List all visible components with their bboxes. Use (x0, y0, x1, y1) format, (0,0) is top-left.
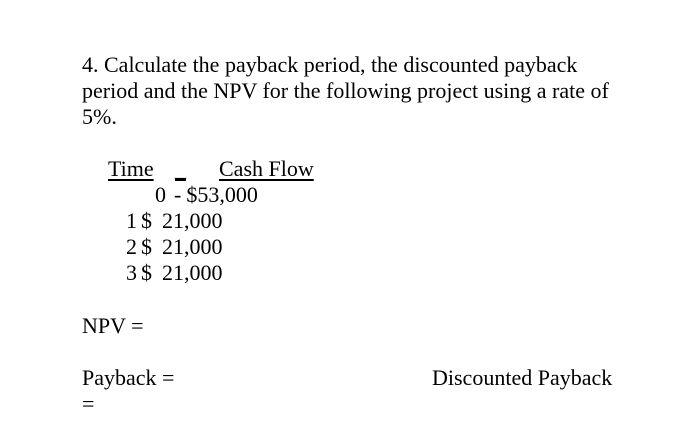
table-row (155, 182, 258, 208)
row-time: 3 (126, 260, 137, 285)
row-cash-flow: 21,000 (162, 234, 223, 259)
discounted-payback-label: Discounted Payback (432, 365, 613, 390)
table-row (126, 234, 223, 260)
table-header-dash: _ (175, 156, 186, 181)
row-time: 0 (155, 182, 166, 207)
question-line-2: period and the NPV for the following project using a rate of (82, 78, 609, 103)
row-currency: $ (141, 260, 152, 285)
row-currency: $ (141, 234, 152, 259)
npv-label: NPV = (82, 313, 144, 338)
payback-label: Payback = (82, 365, 175, 390)
row-cash-flow: 21,000 (162, 260, 223, 285)
table-row (126, 208, 223, 234)
table-row (126, 260, 223, 286)
row-cash-flow: $53,000 (186, 182, 258, 207)
payback-equals-sign: = (82, 391, 95, 416)
row-time: 2 (126, 234, 137, 259)
question-text (82, 52, 642, 130)
row-time: 1 (126, 208, 137, 233)
table-header-time: Time (108, 156, 154, 181)
question-line-1: 4. Calculate the payback period, the discounted payback (82, 52, 578, 77)
row-separator: - (174, 182, 182, 207)
question-line-3: 5%. (82, 104, 117, 129)
table-header-cash-flow: Cash Flow (219, 156, 314, 181)
row-currency: $ (141, 208, 152, 233)
row-cash-flow: 21,000 (162, 208, 223, 233)
